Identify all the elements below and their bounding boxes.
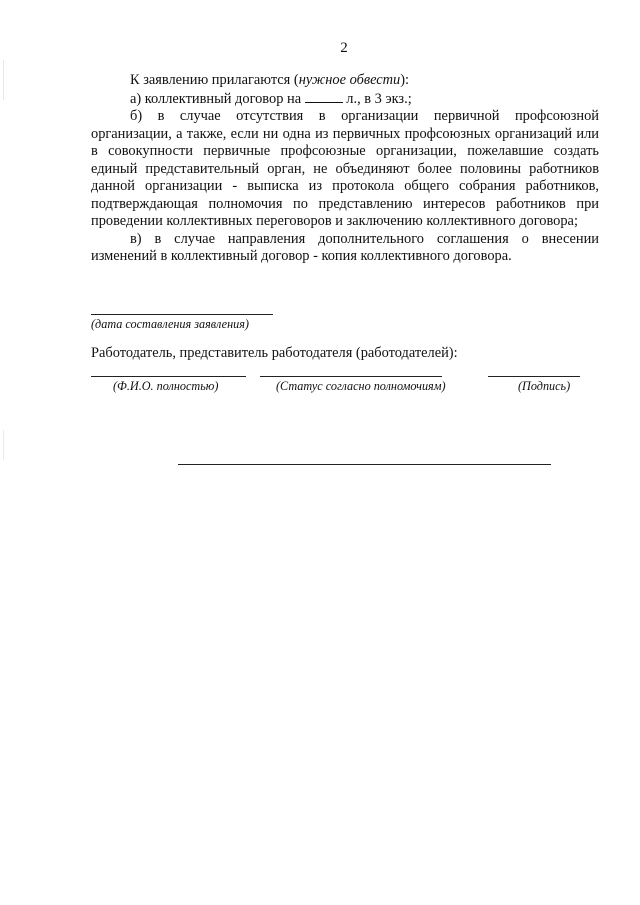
item-a-suffix: л., в 3 экз.;	[342, 90, 412, 107]
attachments-intro	[91, 72, 599, 90]
scan-margin-mark	[3, 430, 4, 460]
attachment-item-a	[91, 90, 599, 109]
date-caption: (дата составления заявления)	[91, 317, 249, 331]
fio-line[interactable]	[91, 376, 246, 377]
status-caption: (Статус согласно полномочиям)	[276, 379, 446, 393]
item-a-prefix: а) коллективный договор на	[130, 90, 305, 107]
attachment-item-c: в) в случае направления дополнительного соглашения о внесении изменений в коллективный договор - копия коллективного договора.	[91, 230, 599, 264]
intro-suffix: ):	[400, 72, 410, 88]
signature-caption: (Подпись)	[518, 379, 571, 393]
sheet-count-blank[interactable]	[305, 90, 343, 103]
page-number: 2	[340, 40, 348, 56]
intro-prefix: К заявлению прилагаются (	[130, 72, 299, 88]
status-line[interactable]	[260, 376, 442, 377]
attachment-item-b: б) в случае отсутствия в организации первичной профсоюзной организации, а также, если ни одна из первичных профсоюзных организаций или в совокупности первичные профсоюзные организации, пожелавшие создать единый представительный орган, не объединяют более половины работников данной организации - выписка из протокола общего собрания работников, подтверждающая полномочия по представлению интересов работников при проведении коллективных переговоров и заключению коллективного договора;	[91, 108, 599, 229]
attachments-section	[91, 72, 599, 266]
scan-margin-mark	[3, 60, 4, 100]
date-line[interactable]	[91, 314, 273, 315]
closing-rule	[178, 464, 551, 465]
intro-emphasis: нужное обвести	[298, 72, 401, 88]
signature-line[interactable]	[488, 376, 580, 377]
fio-caption: (Ф.И.О. полностью)	[113, 379, 219, 393]
employer-label: Работодатель, представитель работодателя (работодателей):	[91, 345, 458, 361]
